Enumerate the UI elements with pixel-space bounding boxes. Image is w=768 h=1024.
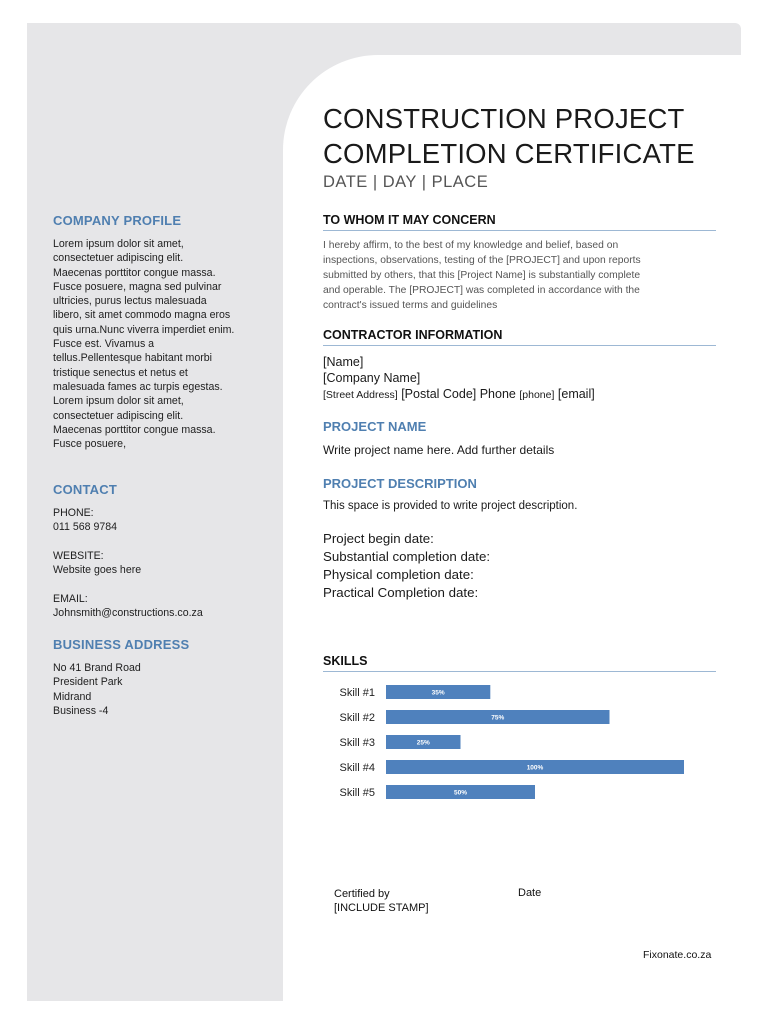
contact-heading: CONTACT [53,482,117,497]
profile-line: quis urna.Nunc viverra imperdiet enim. [53,323,235,336]
title-line: CONSTRUCTION PROJECT [323,103,685,134]
website-label: WEBSITE: [53,550,104,562]
email-block [53,592,268,621]
skills-heading: SKILLS [323,654,716,672]
profile-line: Fusce posuere, magna sed pulvinar [53,280,222,293]
skill-label: Skill #5 [339,787,375,799]
skill-label: Skill #2 [339,712,375,724]
skill-value-label: 75% [491,714,505,722]
profile-line: consectetuer adipiscing elit. [53,409,184,422]
email-value: Johnsmith@constructions.co.za [53,607,203,620]
affirmation-line: inspections, observations, testing of the [PROJECT] and upon reports [323,254,641,266]
include-stamp-placeholder: [INCLUDE STAMP] [334,902,429,914]
project-description-heading: PROJECT DESCRIPTION [323,476,477,491]
website-block [53,549,268,578]
profile-line: Lorem ipsum dolor sit amet, [53,238,184,250]
contact-block [53,506,268,535]
profile-line: tellus.Pellentesque habitant morbi [53,352,213,365]
project-begin-date: Project begin date: [323,531,434,546]
website-value: Website goes here [53,564,142,577]
profile-line: tristique senectus et netus et [53,366,188,379]
completion-dates [323,530,490,602]
contractor-name: [Name] [323,355,364,369]
title-line: COMPLETION CERTIFICATE [323,138,695,169]
profile-line: Maecenas porttitor congue massa. [53,266,216,279]
signature-date-label: Date [518,887,542,899]
phone-label: PHONE: [53,507,94,519]
company-profile-heading: COMPANY PROFILE [53,213,182,228]
profile-line: Fusce posuere, [53,438,127,451]
phone-placeholder: [phone] [519,389,555,401]
business-address-text [53,661,268,718]
affirmation-line: and operable. The [PROJECT] was completed in accordance with the [323,284,640,296]
profile-line: malesuada fames ac turpis egestas. [53,380,223,393]
physical-completion-date: Physical completion date: [323,567,474,582]
certified-by-block [334,887,429,915]
postal-code-phone: [Postal Code] Phone [401,387,516,401]
business-address-heading: BUSINESS ADDRESS [53,637,190,652]
certificate-title [323,101,695,171]
skills-chart [330,680,700,810]
contractor-company: [Company Name] [323,371,421,385]
profile-line: Maecenas porttitor congue massa. [53,423,216,436]
skill-value-label: 100% [526,764,544,772]
project-name-heading: PROJECT NAME [323,419,427,434]
skill-value-label: 35% [431,689,445,697]
affirmation-line: submitted by others, that this [Project Name] is substantially complete [323,269,641,281]
affirmation-line: contract's issued terms and guidelines [323,299,498,311]
profile-line: libero, sit amet commodo magna eros [53,309,231,322]
project-name-text: Write project name here. Add further details [323,443,555,457]
date-day-place: DATE | DAY | PLACE [323,173,489,191]
profile-line: Fusce est. Vivamus a [53,338,155,351]
footer-website: Fixonate.co.za [643,949,712,961]
skill-value-label: 25% [416,739,430,747]
contractor-heading: CONTRACTOR INFORMATION [323,328,716,346]
email-label: EMAIL: [53,593,88,605]
address-line: Midrand [53,690,92,703]
affirmation-line: I hereby affirm, to the best of my knowledge and belief, based on [323,240,619,251]
email-placeholder: [email] [557,387,595,401]
certified-by-label: Certified by [334,888,390,900]
address-line: No 41 Brand Road [53,662,141,674]
address-line: Business -4 [53,704,109,717]
street-address: [Street Address] [323,389,398,401]
address-line: President Park [53,676,123,689]
substantial-completion-date: Substantial completion date: [323,549,491,564]
skill-label: Skill #4 [339,762,375,774]
skill-value-label: 50% [453,789,468,797]
skill-label: Skill #3 [339,737,375,749]
company-profile-text [53,237,268,451]
profile-line: Lorem ipsum dolor sit amet, [53,395,184,408]
profile-line: consectetuer adipiscing elit. [53,252,184,265]
project-description-text: This space is provided to write project description. [323,500,578,512]
to-whom-heading: TO WHOM IT MAY CONCERN [323,213,716,231]
skill-label: Skill #1 [339,687,375,699]
profile-line: ultricies, purus lectus malesuada [53,295,207,308]
contractor-info [323,354,595,403]
affirmation-text [323,239,718,314]
contractor-address-line [323,386,595,403]
practical-completion-date: Practical Completion date: [323,585,479,600]
phone-value: 011 568 9784 [53,521,118,534]
